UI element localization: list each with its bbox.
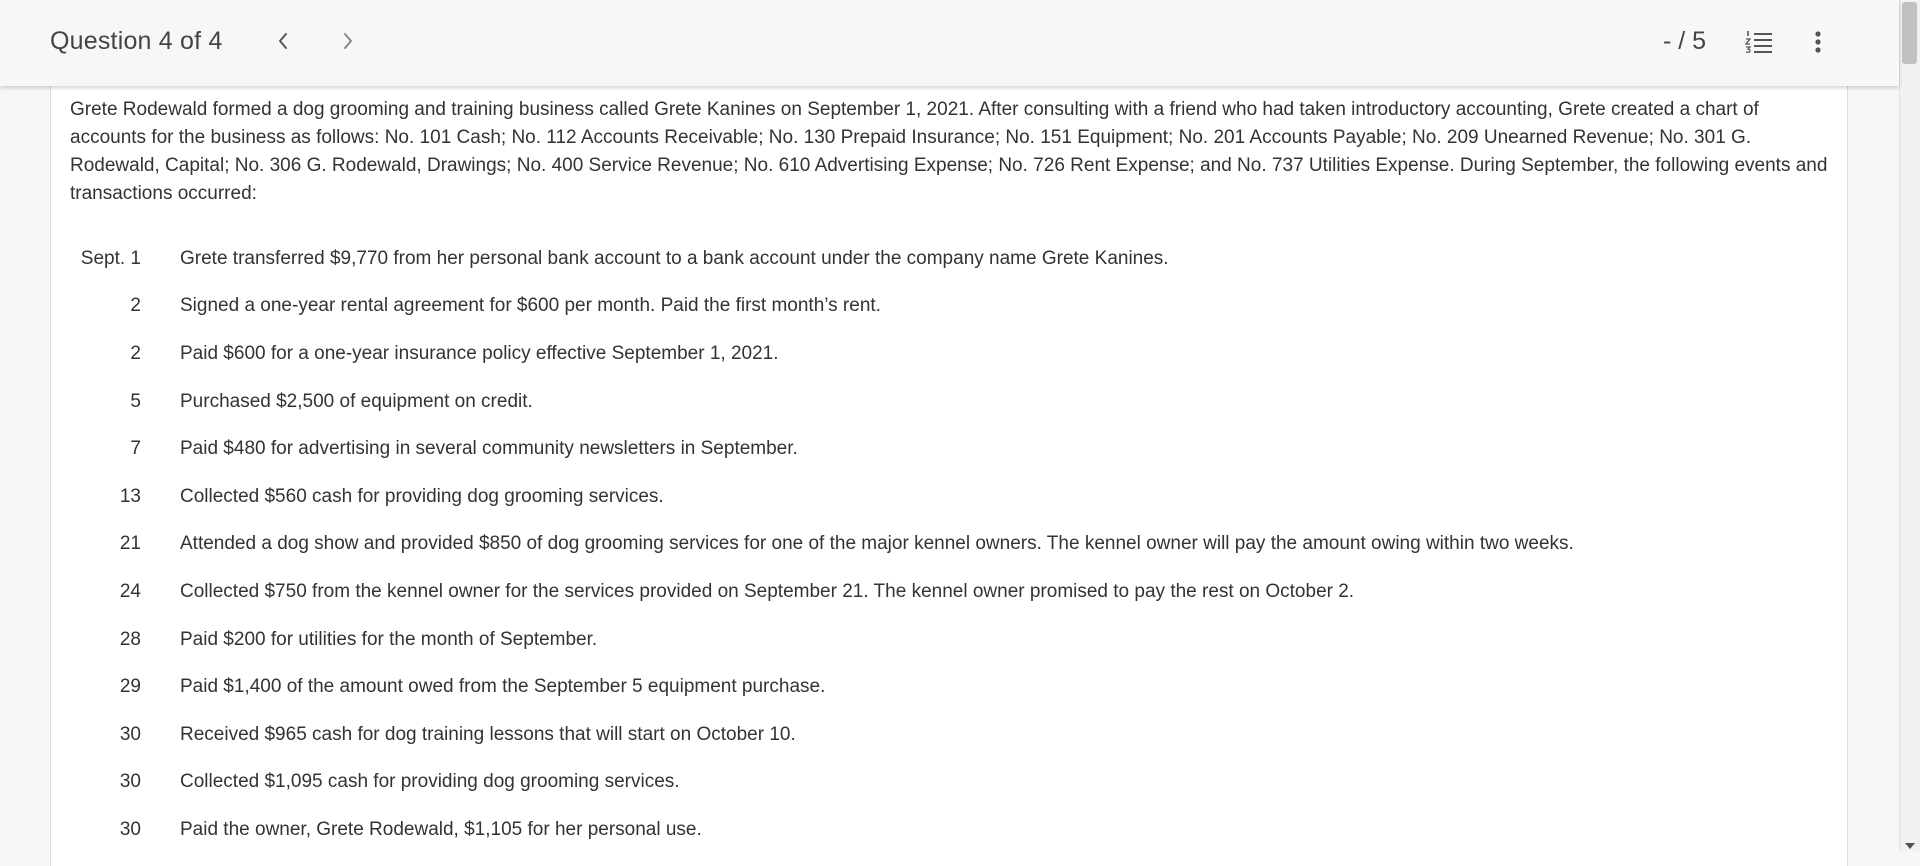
transaction-date: 28 — [119, 628, 141, 650]
transaction-date: 24 — [119, 580, 141, 602]
transaction-description: Paid $200 for utilities for the month of September. — [180, 628, 598, 650]
transaction-description: Paid $480 for advertising in several community newsletters in September. — [180, 438, 798, 460]
more-options-button[interactable] — [1806, 26, 1830, 58]
table-row — [51, 521, 1841, 569]
transactions-table — [51, 235, 1841, 854]
question-list-button[interactable] — [1743, 26, 1775, 58]
transaction-description: Paid the owner, Grete Rodewald, $1,105 for her personal use. — [180, 818, 702, 840]
table-row — [51, 568, 1841, 616]
table-row — [51, 330, 1841, 378]
previous-question-button[interactable] — [268, 26, 298, 56]
transaction-description: Signed a one-year rental agreement for $600 per month. Paid the first month’s rent. — [180, 295, 881, 317]
transaction-description: Collected $560 cash for providing dog grooming services. — [180, 485, 664, 507]
score-display: - / 5 — [1663, 27, 1707, 55]
transaction-description: Received $965 cash for dog training lessons that will start on October 10. — [180, 723, 796, 745]
vertical-scrollbar[interactable] — [1899, 0, 1920, 851]
transaction-date: 30 — [119, 723, 141, 745]
table-row — [51, 235, 1841, 283]
table-row — [51, 806, 1841, 854]
question-counter: Question 4 of 4 — [50, 27, 223, 55]
transaction-date: 13 — [119, 485, 141, 507]
transaction-description: Collected $750 from the kennel owner for the services provided on September 21. The kennel owner promised to pay the rest on October 2. — [180, 580, 1355, 602]
transaction-date: 2 — [130, 295, 141, 317]
transaction-date: 2 — [130, 342, 141, 364]
question-header — [0, 0, 1899, 86]
vertical-ellipsis-icon — [1806, 26, 1830, 58]
table-row — [51, 473, 1841, 521]
numbered-list-icon — [1743, 26, 1775, 58]
next-question-button[interactable] — [333, 26, 363, 56]
transaction-date: 30 — [119, 818, 141, 840]
transaction-description: Paid $600 for a one-year insurance policy effective September 1, 2021. — [180, 342, 779, 364]
transaction-date: 5 — [130, 390, 141, 412]
question-intro: Grete Rodewald formed a dog grooming and training business called Grete Kanines on September 1, 2021. After consulting with a friend who had taken introductory accounting, Grete created a chart of accounts for the business as follows: No. 101 Cash; No. 112 Accounts Receivable; No. 130 Prepaid Insurance; No. 151 Equipment; No. 201 Accounts Payable; No. 209 Unearned Revenue; No. 301 G. Rodewald, Capital; No. 306 G. Rodewald, Drawings; No. 400 Service Revenue; No. 610 Advertising Expense; No. 726 Rent Expense; and No. 737 Utilities Expense. During September, the following events and transactions occurred: — [70, 99, 1828, 204]
scroll-down-arrow-icon[interactable] — [1905, 843, 1915, 849]
table-row — [51, 711, 1841, 759]
transaction-date: 7 — [130, 438, 141, 460]
table-row — [51, 663, 1841, 711]
transaction-description: Purchased $2,500 of equipment on credit. — [180, 390, 533, 412]
chevron-right-icon — [341, 31, 355, 51]
transaction-description: Collected $1,095 cash for providing dog grooming services. — [180, 771, 680, 793]
table-row — [51, 425, 1841, 473]
question-content — [50, 86, 1848, 866]
transaction-date: Sept. 1 — [80, 247, 141, 269]
chevron-left-icon — [276, 31, 290, 51]
scrollbar-thumb[interactable] — [1902, 2, 1917, 64]
transaction-description: Grete transferred $9,770 from her personal bank account to a bank account under the company name Grete Kanines. — [180, 247, 1169, 269]
table-row — [51, 759, 1841, 807]
table-row — [51, 283, 1841, 331]
transaction-description: Paid $1,400 of the amount owed from the September 5 equipment purchase. — [180, 676, 826, 698]
table-row — [51, 378, 1841, 426]
transaction-date: 21 — [119, 533, 141, 555]
transaction-description: Attended a dog show and provided $850 of dog grooming services for one of the major kennel owners. The kennel owner will pay the amount owing within two weeks. — [180, 533, 1574, 555]
transaction-date: 30 — [119, 771, 141, 793]
table-row — [51, 616, 1841, 664]
transaction-date: 29 — [119, 676, 141, 698]
